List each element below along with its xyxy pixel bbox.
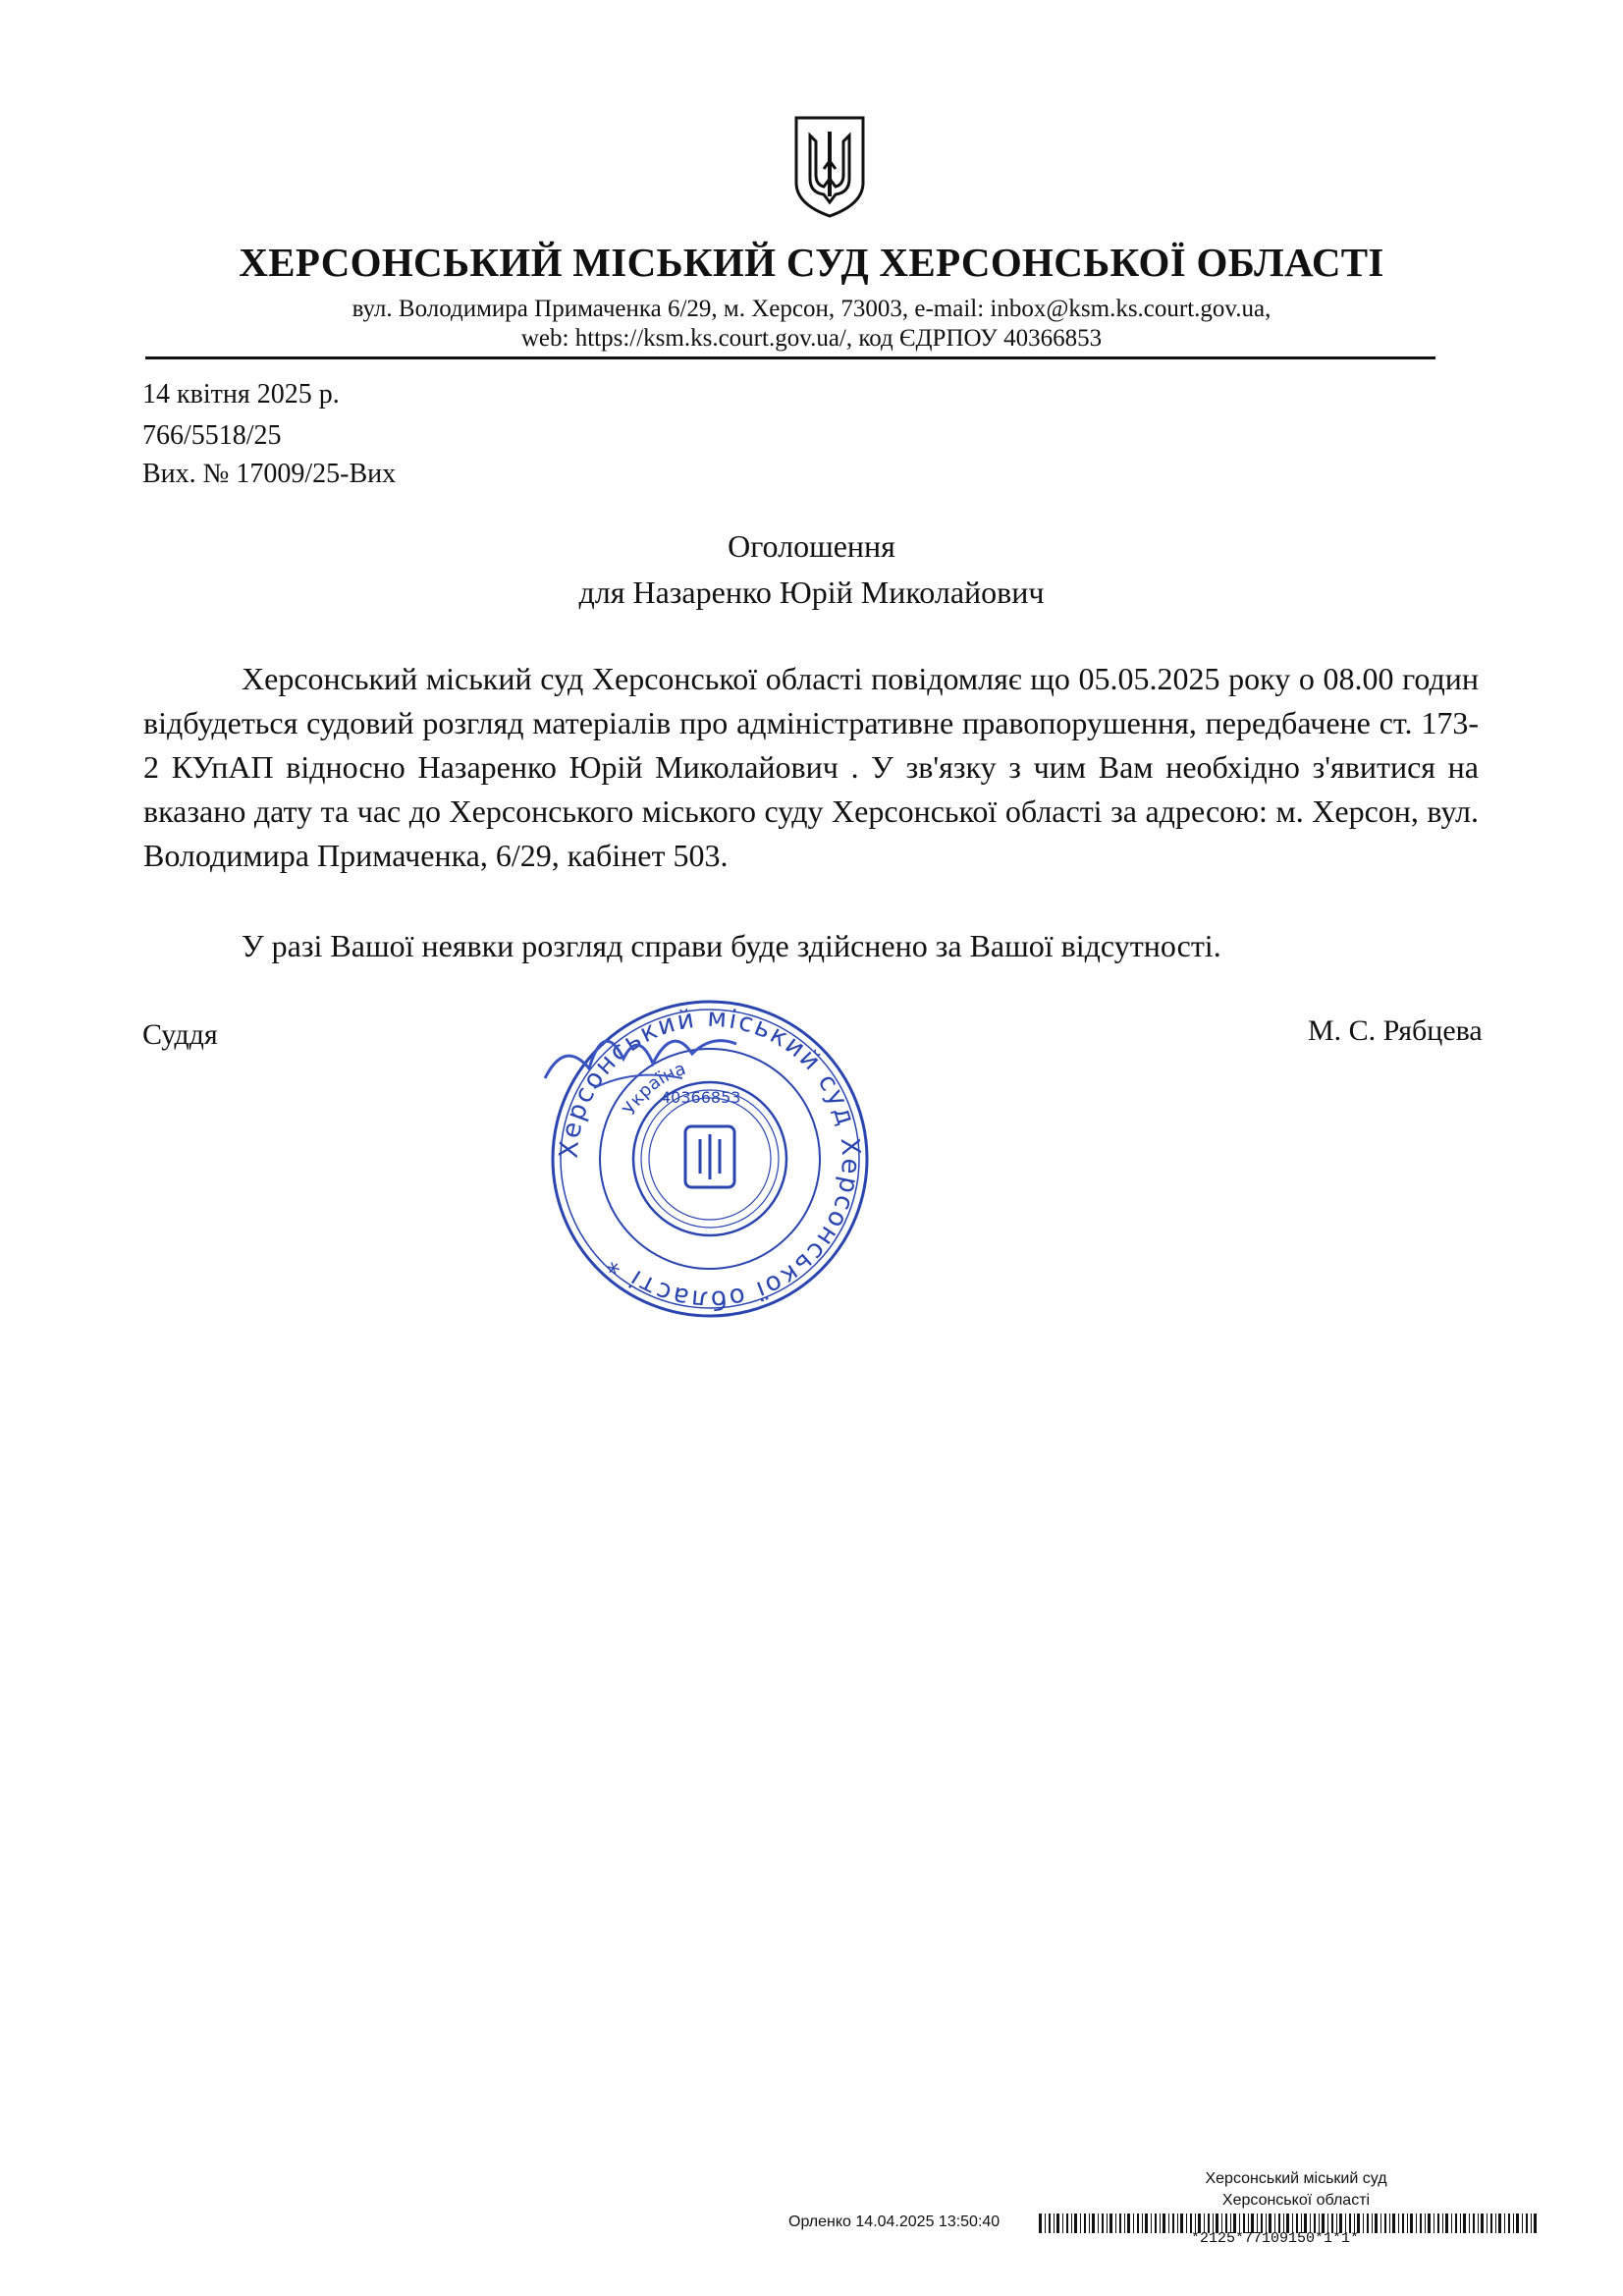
stamp-inner-text: Україна xyxy=(619,1058,689,1120)
notice-recipient: для Назаренко Юрій Миколайович xyxy=(578,574,1045,610)
barcode-text: *2125*77109150*1*1* xyxy=(1191,2230,1360,2247)
judge-name: М. С. Рябцева xyxy=(1308,1014,1483,1047)
tryzub-icon xyxy=(790,114,869,220)
stamp-code: 40366853 xyxy=(661,1088,741,1107)
footer-print-info: Орленко 14.04.2025 13:50:40 xyxy=(788,2214,1001,2230)
notice-paragraph-2: У разі Вашої неявки розгляд справи буде здійснено за Вашої відсутності. xyxy=(242,928,1221,963)
header-rule xyxy=(145,356,1435,359)
document-date: 14 квітня 2025 р. xyxy=(142,379,340,410)
court-address: вул. Володимира Примаченка 6/29, м. Херсон, 73003, e-mail: inbox@ksm.ks.court.gov.ua, xyxy=(352,296,1271,322)
footer-org-line2: Херсонської області xyxy=(1221,2192,1371,2209)
court-web: web: https://ksm.ks.court.gov.ua/, код ЄДРПОУ 40366853 xyxy=(520,325,1103,352)
case-number: 766/5518/25 xyxy=(142,420,282,451)
court-title: ХЕРСОНСЬКИЙ МІСЬКИЙ СУД ХЕРСОНСЬКОЇ ОБЛАСТІ xyxy=(239,240,1384,285)
stamp-outer-text: Херсонський міський суд Херсонської області * xyxy=(554,1003,866,1315)
outgoing-number: Вих. № 17009/25-Вих xyxy=(142,459,397,489)
notice-paragraph-1: Херсонський міський суд Херсонської області повідомляє що 05.05.2025 року о 08.00 годин відбудеться судовий розгляд матеріалів про адміністративне правопорушення, передбачене ст. 173-2 КУпАП відносно Назаренко Юрій Миколайович . У зв'язку з чим Вам необхідно з'явитися на вказано дату та час до Херсонського міського суду Херсонської області за адресою: м. Херсон, вул. Володимира Примаченка, 6/29, кабінет 503. xyxy=(143,661,1479,873)
judge-label: Суддя xyxy=(142,1018,218,1051)
notice-title: Оголошення xyxy=(728,528,895,564)
footer-org-line1: Херсонський міський суд xyxy=(1205,2170,1387,2187)
judge-signature xyxy=(535,1000,751,1108)
